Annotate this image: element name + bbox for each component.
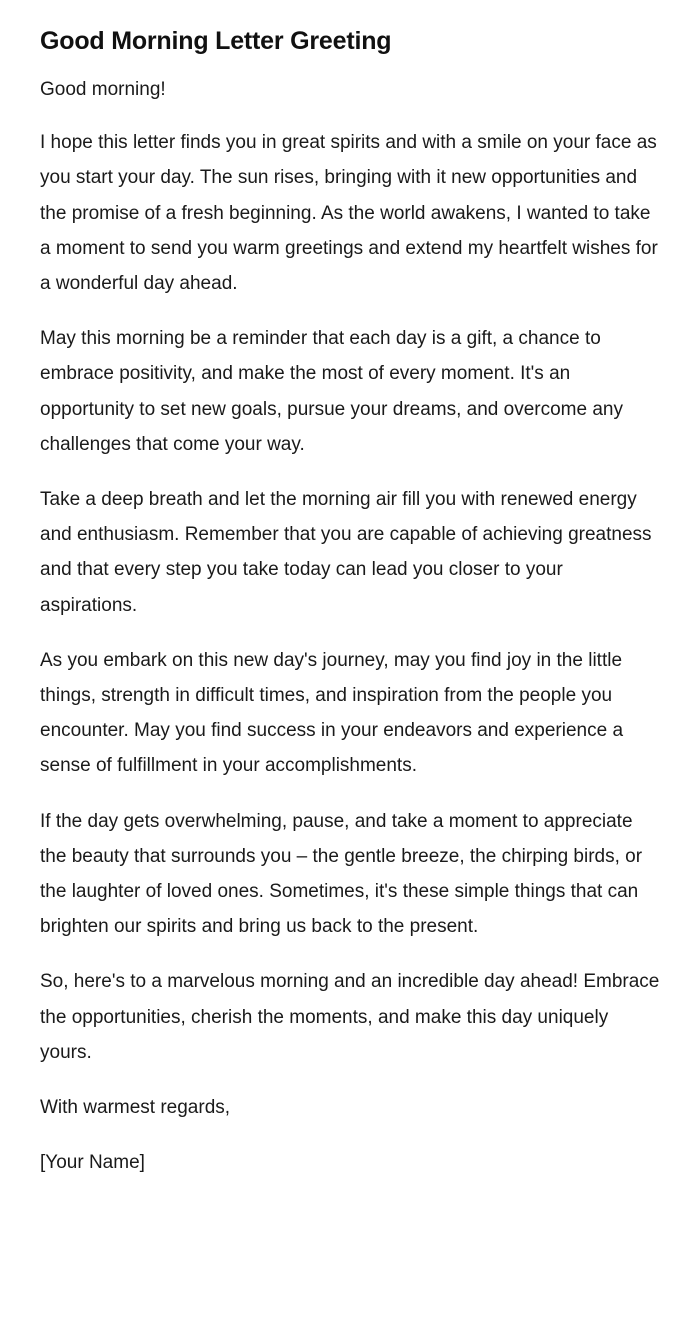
letter-paragraph-4: As you embark on this new day's journey, may you find joy in the little things, strength in difficult times, and inspiration from the people you encounter. May you find success in your endeavors and experience a sense of fulfillment in your accomplishments. [40,649,624,777]
letter-paragraph-5: If the day gets overwhelming, pause, and take a moment to appreciate the beauty that surrounds you – the gentle breeze, the chirping birds, or the laughter of loved ones. Sometimes, it's these simple things that can brighten our spirits and bring us back to the present. [40,810,643,938]
letter-paragraph-1: I hope this letter finds you in great spirits and with a smile on your face as you start your day. The sun rises, bringing with it new opportunities and the promise of a fresh beginning. As the world awakens, I wanted to take a moment to send you warm greetings and extend my heartfelt wishes for a wonderful day ahead. [40,132,658,295]
letter-greeting: Good morning! [40,79,166,100]
page-title: Good Morning Letter Greeting [40,27,392,55]
letter-paragraph-3: Take a deep breath and let the morning air fill you with renewed energy and enthusiasm. Remember that you are capable of achieving greatness and that every step you take today can lead you closer to your aspirations. [40,489,652,616]
letter-closing: With warmest regards, [40,1097,231,1119]
letter-paragraph-2: May this morning be a reminder that each day is a gift, a chance to embrace positivity, and make the most of every moment. It's an opportunity to set new goals, pursue your dreams, and overcome any challenges that come your way. [40,328,623,455]
letter-paragraph-6: So, here's to a marvelous morning and an incredible day ahead! Embrace the opportunities, cherish the moments, and make this day uniquely yours. [40,971,660,1063]
letter-signature: [Your Name] [40,1152,145,1174]
